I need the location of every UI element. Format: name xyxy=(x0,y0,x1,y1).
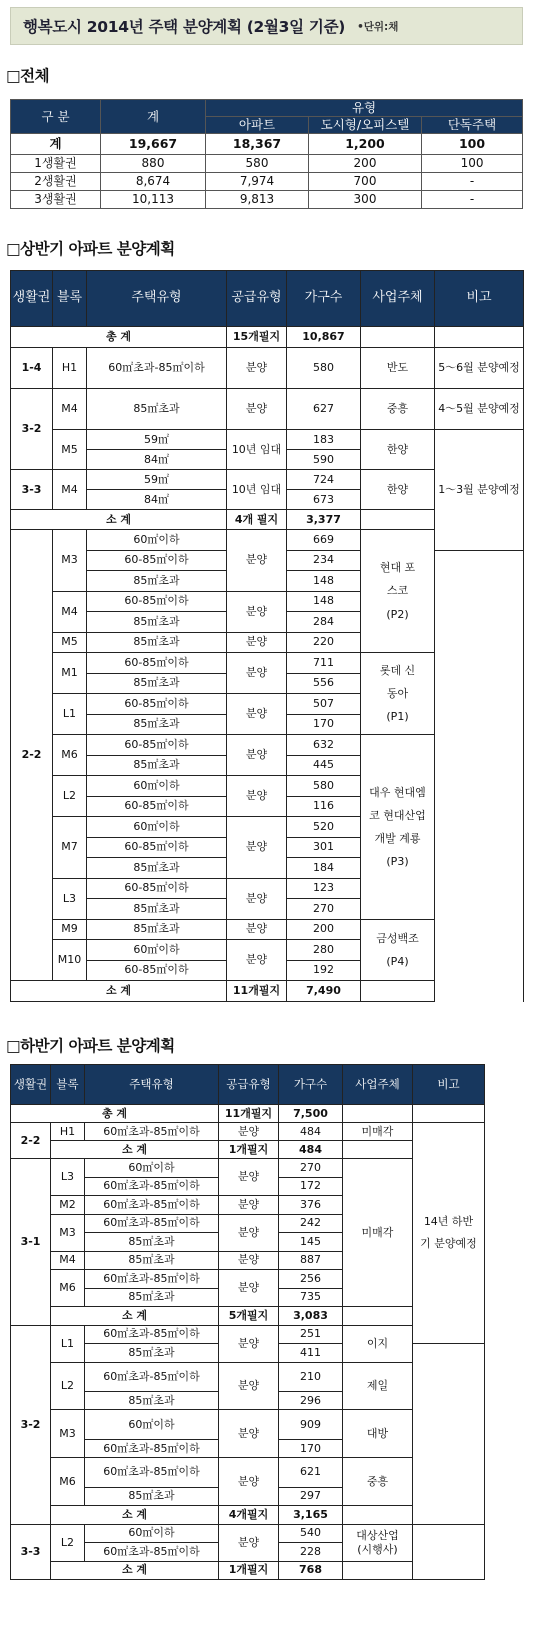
table-row: 3-3 L2 60㎡이하 분양 540 대상산업 (시행사) xyxy=(11,1524,485,1543)
grand-total-row: 총 계 15개필지 10,867 xyxy=(11,327,524,348)
table-row: 85㎡초과 556 xyxy=(11,673,524,694)
table-row: M9 85㎡초과 분양 200 금성백조 (P4) xyxy=(11,919,524,940)
table-row: 85㎡초과 411 xyxy=(11,1344,485,1363)
col-header-note: 비고 xyxy=(435,271,524,327)
table-row: 85㎡초과 148 xyxy=(11,571,524,592)
table-row: 60-85㎡이하 301 xyxy=(11,837,524,858)
col-header-detached: 단독주택 xyxy=(422,117,523,134)
col-header-units: 가구수 xyxy=(279,1065,343,1105)
table-row: 85㎡초과 296 xyxy=(11,1391,485,1410)
table-row: 85㎡초과 170 xyxy=(11,714,524,735)
title-banner xyxy=(10,7,523,45)
subtotal-row: 소 계 4개필지 3,165 xyxy=(11,1506,485,1525)
col-header-total: 계 xyxy=(101,100,206,134)
col-header-block: 블록 xyxy=(51,1065,85,1105)
table-row: 60㎡초과-85㎡이하 228 xyxy=(11,1543,485,1562)
col-header-category: 구 분 xyxy=(11,100,101,134)
table-row: M7 60㎡이하 분양 520 xyxy=(11,817,524,838)
table-row: 3-1 L3 60㎡이하 분양 270 미매각 xyxy=(11,1159,485,1178)
table-row: 85㎡초과 445 xyxy=(11,755,524,776)
col-header-supply: 공급유형 xyxy=(227,271,287,327)
col-header-officetel: 도시형/오피스텔 xyxy=(309,117,422,134)
table-row: M2 60㎡초과-85㎡이하 분양 376 xyxy=(11,1196,485,1215)
table-row: 85㎡초과 270 xyxy=(11,899,524,920)
table-row: M5 59㎡ 10년 임대 183 한양 1～3월 분양예정 xyxy=(11,430,524,450)
table-row: 1-4 H1 60㎡초과-85㎡이하 분양 580 반도 5～6월 분양예정 xyxy=(11,348,524,389)
overall-table xyxy=(10,99,523,209)
table-row: 1생활권 880 580 200 100 xyxy=(11,155,523,173)
grand-total-row: 총 계 11개필지 7,500 xyxy=(11,1105,485,1123)
table-row: 3-2 M4 85㎡초과 분양 627 중흥 4～5월 분양예정 xyxy=(11,389,524,430)
subtotal-row: 소 계 11개필지 7,490 xyxy=(11,981,524,1002)
subtotal-row: 소 계 1개필지 768 xyxy=(11,1561,485,1580)
table-row: 2-2 H1 60㎡초과-85㎡이하 분양 484 미매각 14년 하반기 분양예정 xyxy=(11,1123,485,1141)
col-header-type-group: 유형 xyxy=(206,100,523,117)
table-row: 84㎡ 590 xyxy=(11,450,524,470)
table-row: 2-2 M3 60㎡이하 분양 669 현대 포스코 (P2) xyxy=(11,530,524,551)
table-row: L2 60㎡초과-85㎡이하 분양 210 제일 xyxy=(11,1362,485,1391)
col-header-supply: 공급유형 xyxy=(219,1065,279,1105)
section-first-half-heading: □상반기 아파트 분양계획 xyxy=(6,240,175,258)
table-row: M1 60-85㎡이하 분양 711 롯데 신동아 (P1) xyxy=(11,653,524,674)
table-row: L1 60-85㎡이하 분양 507 xyxy=(11,694,524,715)
table-row: M5 85㎡초과 분양 220 xyxy=(11,632,524,653)
table-row: M6 60-85㎡이하 분양 632 대우 현대엠코 현대산업개발 계룡 (P3) xyxy=(11,735,524,756)
col-header-builder: 사업주체 xyxy=(361,271,435,327)
table-row: 60-85㎡이하 192 xyxy=(11,960,524,981)
second-half-table xyxy=(10,1064,485,1580)
subtotal-row: 소 계 4개 필지 3,377 xyxy=(11,510,524,530)
col-header-house-type: 주택유형 xyxy=(87,271,227,327)
first-half-table xyxy=(10,270,524,1002)
col-header-note: 비고 xyxy=(413,1065,485,1105)
table-row: 85㎡초과 184 xyxy=(11,858,524,879)
table-row: L3 60-85㎡이하 분양 123 xyxy=(11,878,524,899)
subtotal-row: 소 계 5개필지 3,083 xyxy=(11,1307,485,1326)
table-row: L2 60㎡이하 분양 580 xyxy=(11,776,524,797)
table-row: 85㎡초과 297 xyxy=(11,1487,485,1506)
table-row: 85㎡초과 145 xyxy=(11,1233,485,1252)
table-row: 60-85㎡이하 116 xyxy=(11,796,524,817)
table-row: M4 60-85㎡이하 분양 148 xyxy=(11,591,524,612)
table-row: 계 19,667 18,367 1,200 100 xyxy=(11,134,523,155)
section-overall-heading: □전체 xyxy=(6,67,50,85)
table-row: M6 60㎡초과-85㎡이하 분양 621 중흥 xyxy=(11,1458,485,1487)
page-title: 행복도시 2014년 주택 분양계획 (2월3일 기준) xyxy=(23,18,346,36)
table-row: 85㎡초과 735 xyxy=(11,1288,485,1307)
col-header-house-type: 주택유형 xyxy=(85,1065,219,1105)
table-row: M4 85㎡초과 분양 887 xyxy=(11,1251,485,1270)
table-row: 2생활권 8,674 7,974 700 - xyxy=(11,173,523,191)
table-row: 60-85㎡이하 234 xyxy=(11,550,524,571)
table-row: 3-2 L1 60㎡초과-85㎡이하 분양 251 이지 xyxy=(11,1325,485,1344)
col-header-block: 블록 xyxy=(53,271,87,327)
table-row: 84㎡ 673 xyxy=(11,490,524,510)
unit-label: •단위:채 xyxy=(357,20,399,33)
table-row: M3 60㎡이하 분양 909 대방 xyxy=(11,1410,485,1439)
col-header-apt: 아파트 xyxy=(206,117,309,134)
table-row: 3-3 M4 59㎡ 10년 임대 724 한양 xyxy=(11,470,524,490)
table-row: 85㎡초과 284 xyxy=(11,612,524,633)
table-row: 60㎡초과-85㎡이하 170 xyxy=(11,1439,485,1458)
section-second-half-heading: □하반기 아파트 분양계획 xyxy=(6,1037,175,1055)
subtotal-row: 소 계 1개필지 484 xyxy=(11,1141,485,1159)
table-row: 60㎡초과-85㎡이하 172 xyxy=(11,1177,485,1196)
col-header-zone: 생활권 xyxy=(11,271,53,327)
col-header-units: 가구수 xyxy=(287,271,361,327)
table-row: 3생활권 10,113 9,813 300 - xyxy=(11,191,523,209)
table-row: M6 60㎡초과-85㎡이하 분양 256 xyxy=(11,1270,485,1289)
col-header-zone: 생활권 xyxy=(11,1065,51,1105)
table-row: M10 60㎡이하 분양 280 xyxy=(11,940,524,961)
col-header-builder: 사업주체 xyxy=(343,1065,413,1105)
table-row: M3 60㎡초과-85㎡이하 분양 242 xyxy=(11,1214,485,1233)
